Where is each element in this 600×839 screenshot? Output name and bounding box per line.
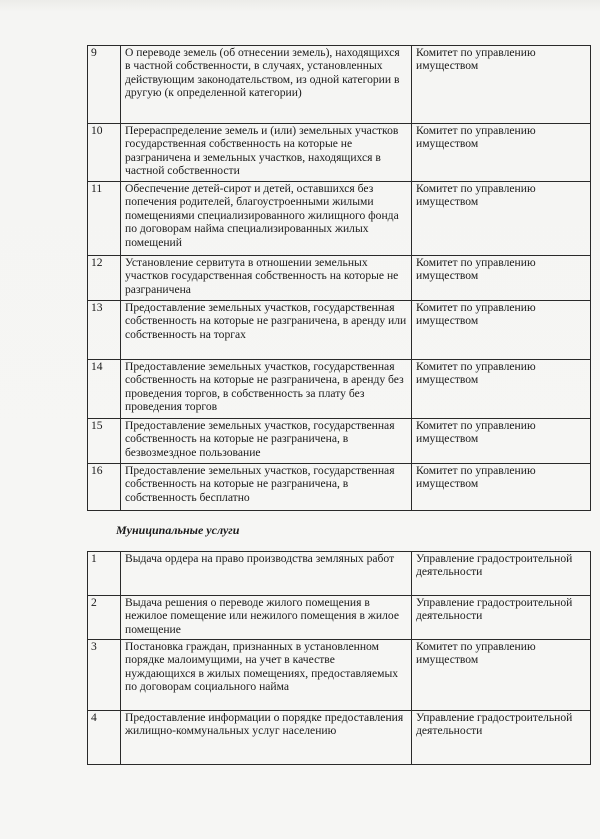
services-table-state xyxy=(87,45,591,511)
row-number: 11 xyxy=(88,182,121,256)
service-name: Выдача ордера на право производства земляных работ xyxy=(121,552,412,596)
responsible-dept: Комитет по управлению имуществом xyxy=(412,464,591,511)
row-number: 3 xyxy=(88,640,121,711)
responsible-dept: Комитет по управлению имуществом xyxy=(412,182,591,256)
service-name: Обеспечение детей-сирот и детей, оставшихся без попечения родителей, благоустроенными жилыми помещениями специализированного жилищного фонда по договорам найма специализированных жилых помещений xyxy=(121,182,412,256)
table-row xyxy=(88,256,591,301)
table-row xyxy=(88,596,591,640)
table-row xyxy=(88,360,591,419)
service-name: Постановка граждан, признанных в установленном порядке малоимущими, на учет в качестве нуждающихся в жилых помещениях, предоставляемых по договорам социального найма xyxy=(121,640,412,711)
table-row xyxy=(88,46,591,124)
table-row xyxy=(88,301,591,360)
service-name: Предоставление информации о порядке предоставления жилищно-коммунальных услуг населению xyxy=(121,711,412,765)
service-name: Предоставление земельных участков, государственная собственность на которые не разграничена, в собственность бесплатно xyxy=(121,464,412,511)
row-number: 14 xyxy=(88,360,121,419)
row-number: 9 xyxy=(88,46,121,124)
table-row xyxy=(88,124,591,182)
service-name: Перераспределение земель и (или) земельных участков государственная собственность на которые не разграничена и земельных участков, находящихся в частной собственности xyxy=(121,124,412,182)
row-number: 12 xyxy=(88,256,121,301)
responsible-dept: Комитет по управлению имуществом xyxy=(412,301,591,360)
service-name: Предоставление земельных участков, государственная собственность на которые не разграничена, в аренду или собственность на торгах xyxy=(121,301,412,360)
service-name: Предоставление земельных участков, государственная собственность на которые не разграничена, в аренду без проведения торгов, в собственность за плату без проведения торгов xyxy=(121,360,412,419)
row-number: 10 xyxy=(88,124,121,182)
table-row xyxy=(88,419,591,464)
section-title: Муниципальные услуги xyxy=(116,523,240,537)
responsible-dept: Комитет по управлению имуществом xyxy=(412,124,591,182)
service-name: Выдача решения о переводе жилого помещения в нежилое помещение или нежилого помещения в жилое помещение xyxy=(121,596,412,640)
responsible-dept: Управление градостроительной деятельности xyxy=(412,711,591,765)
row-number: 15 xyxy=(88,419,121,464)
row-number: 1 xyxy=(88,552,121,596)
responsible-dept: Комитет по управлению имуществом xyxy=(412,256,591,301)
table-row xyxy=(88,182,591,256)
row-number: 16 xyxy=(88,464,121,511)
responsible-dept: Комитет по управлению имуществом xyxy=(412,419,591,464)
service-name: Установление сервитута в отношении земельных участков государственная собственность на которые не разграничена xyxy=(121,256,412,301)
services-table-municipal xyxy=(87,551,591,765)
row-number: 4 xyxy=(88,711,121,765)
responsible-dept: Комитет по управлению имуществом xyxy=(412,46,591,124)
service-name: О переводе земель (об отнесении земель), находящихся в частной собственности, в случаях, установленных действующим законодательством, из одной категории в другую (к определенной категории) xyxy=(121,46,412,124)
table-row xyxy=(88,552,591,596)
responsible-dept: Управление градостроительной деятельности xyxy=(412,596,591,640)
table-row xyxy=(88,640,591,711)
responsible-dept: Управление градостроительной деятельности xyxy=(412,552,591,596)
service-name: Предоставление земельных участков, государственная собственность на которые не разграничена, в безвозмездное пользование xyxy=(121,419,412,464)
row-number: 13 xyxy=(88,301,121,360)
row-number: 2 xyxy=(88,596,121,640)
responsible-dept: Комитет по управлению имуществом xyxy=(412,640,591,711)
table-row xyxy=(88,464,591,511)
responsible-dept: Комитет по управлению имуществом xyxy=(412,360,591,419)
table-row xyxy=(88,711,591,765)
